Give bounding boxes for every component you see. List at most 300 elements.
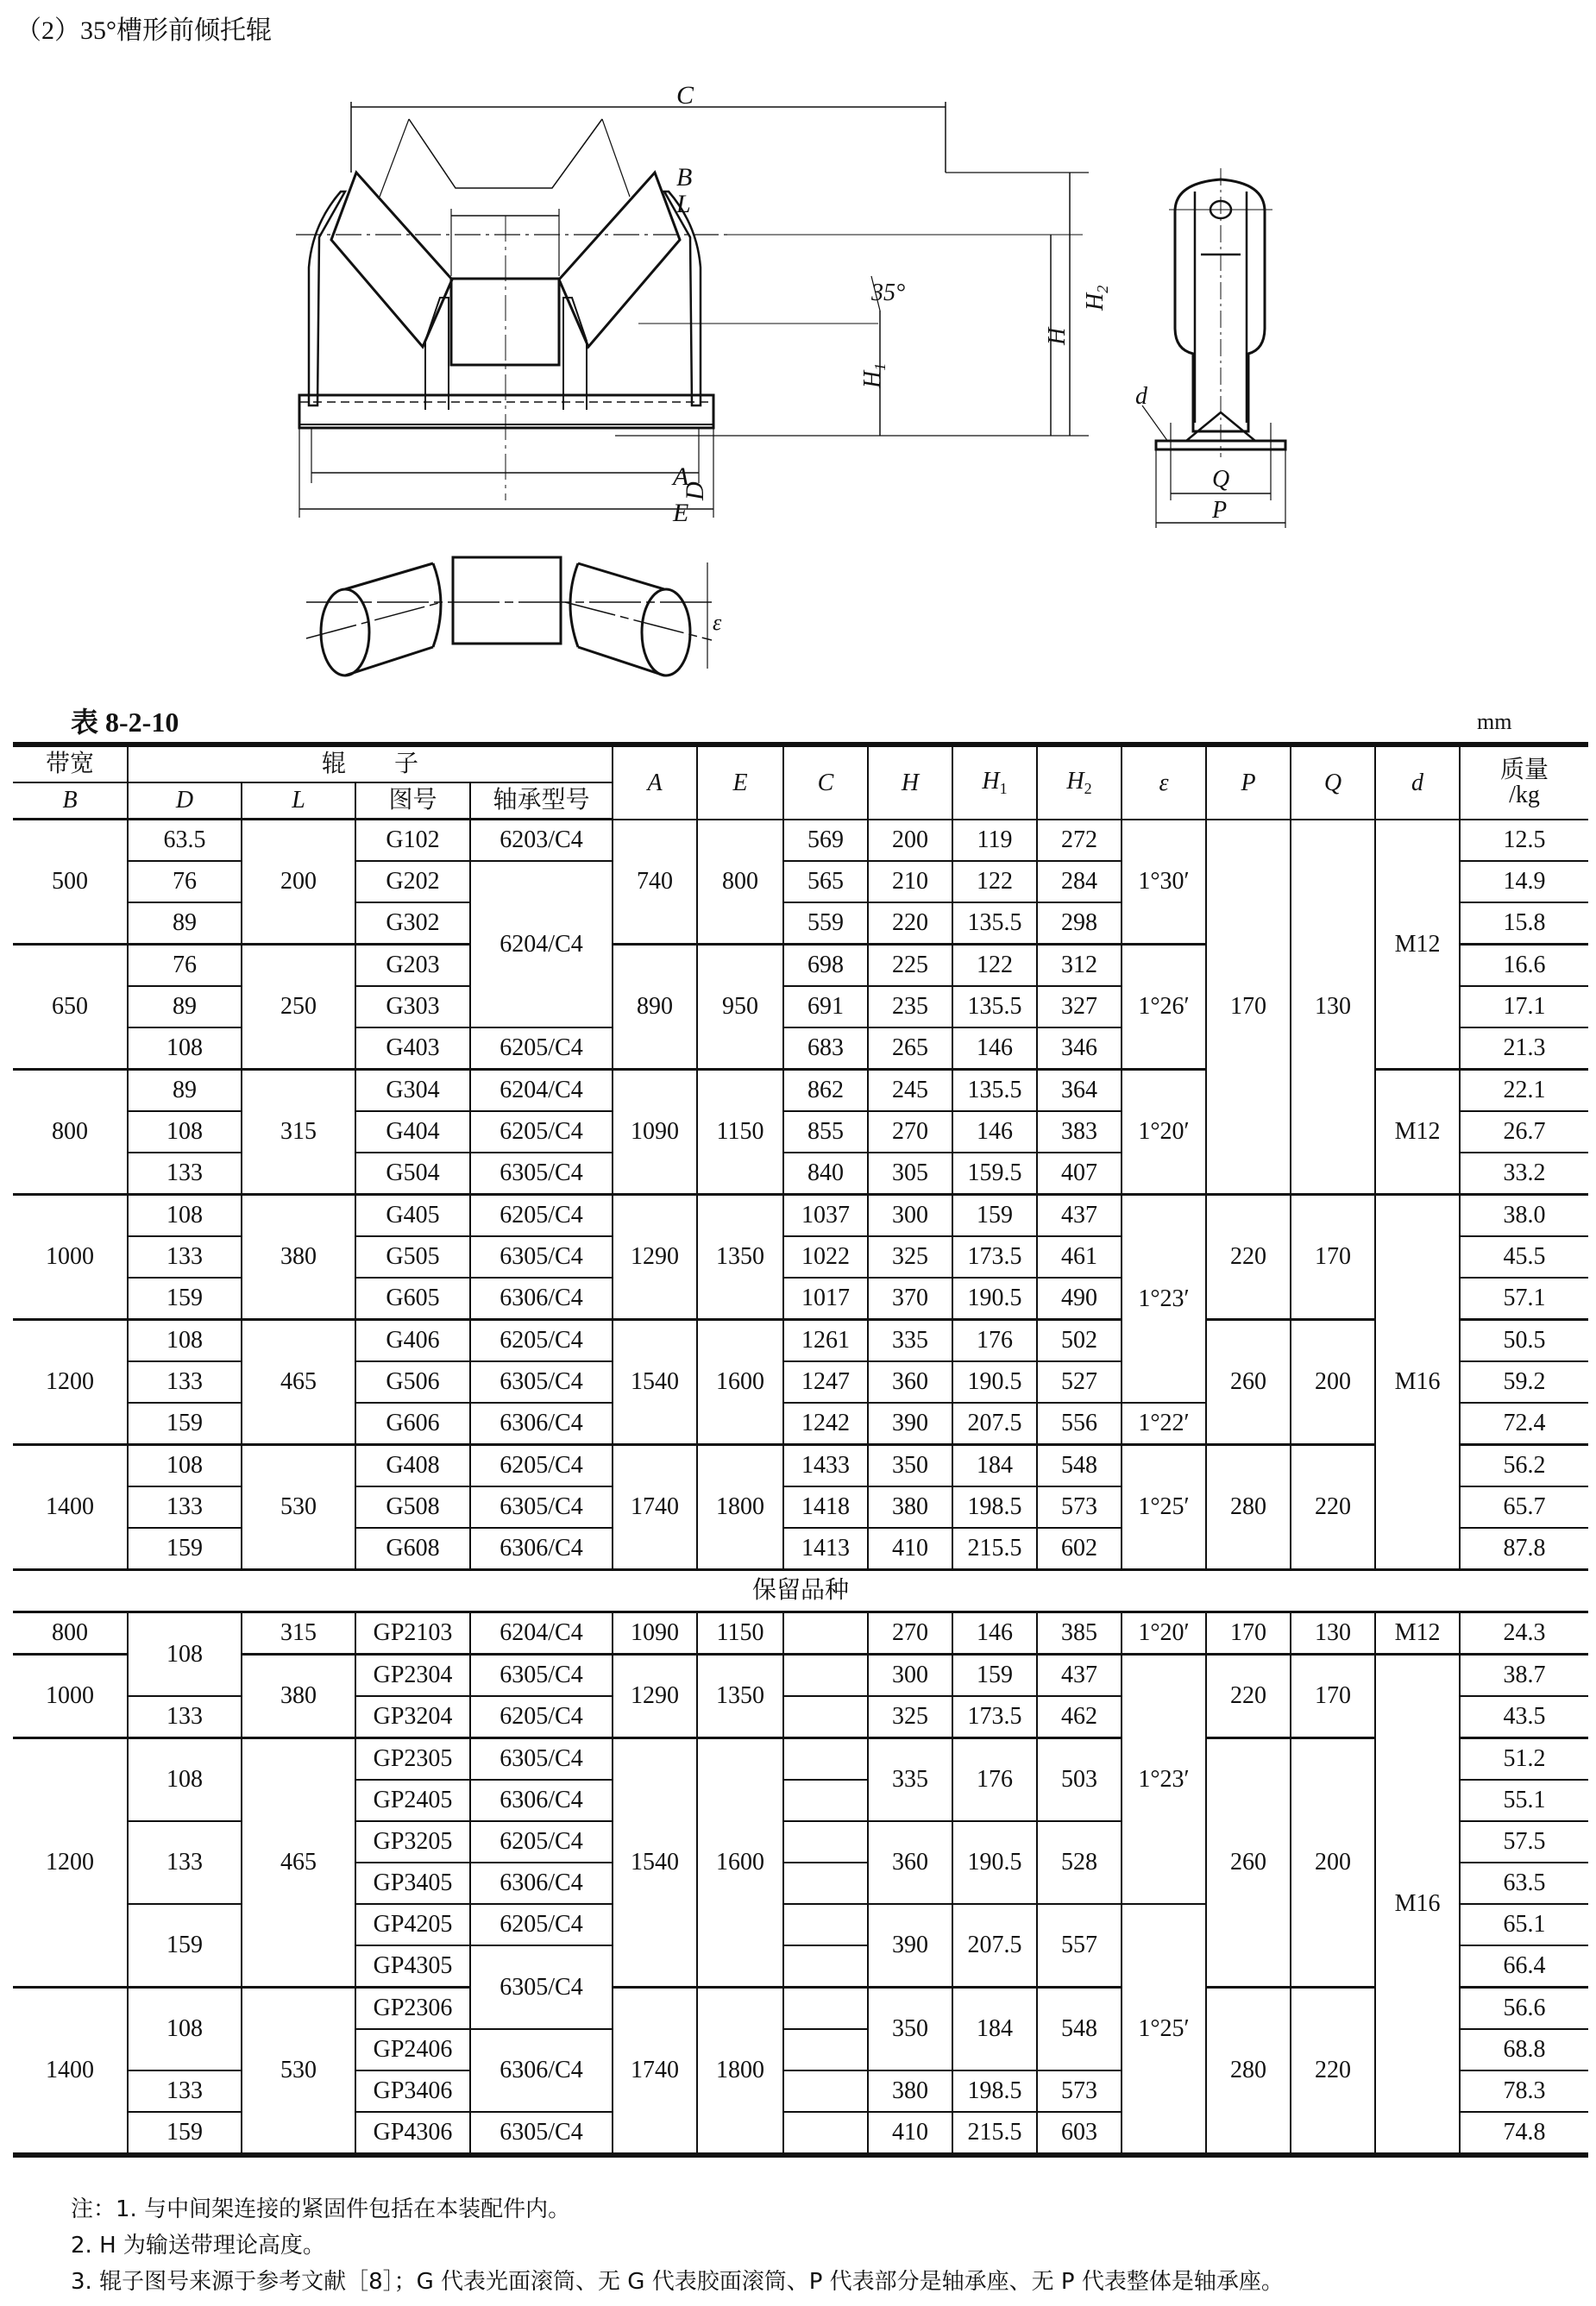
- cell-d: 108: [128, 1612, 242, 1697]
- cell-c: 1418: [783, 1486, 868, 1528]
- cell-b: 1000: [13, 1655, 128, 1738]
- cell-h: 335: [868, 1738, 952, 1822]
- cell-no: GP4306: [355, 2112, 470, 2155]
- cell-l: 530: [242, 1988, 355, 2156]
- header-L: L: [242, 782, 355, 820]
- cell-p: 220: [1206, 1655, 1291, 1738]
- cell-d: M12: [1375, 1612, 1460, 1655]
- cell-d: 159: [128, 1403, 242, 1445]
- cell-h: 360: [868, 1361, 952, 1403]
- cell-h1: 176: [952, 1738, 1037, 1822]
- cell-d: 133: [128, 1361, 242, 1403]
- cell-no: G403: [355, 1027, 470, 1070]
- cell-mass: 38.7: [1460, 1655, 1588, 1697]
- cell-h: 305: [868, 1153, 952, 1195]
- cell-mass: 65.7: [1460, 1486, 1588, 1528]
- cell-eps: 1°25′: [1122, 1904, 1206, 2155]
- notes: [71, 2191, 1284, 2300]
- table-row: [13, 1445, 1588, 1487]
- cell-h2: 557: [1037, 1904, 1122, 1988]
- cell-h2: 573: [1037, 2070, 1122, 2112]
- header-H2: $H_2$: [1037, 745, 1122, 820]
- cell-d: 89: [128, 986, 242, 1027]
- cell-d: M12: [1375, 1070, 1460, 1195]
- cell-h1: 190.5: [952, 1361, 1037, 1403]
- header-epsilon: ε: [1122, 745, 1206, 820]
- cell-b: 1200: [13, 1320, 128, 1445]
- cell-c: 691: [783, 986, 868, 1027]
- header-A: A: [613, 745, 697, 820]
- cell-mass: 15.8: [1460, 902, 1588, 945]
- cell-bearing: 6305/C4: [470, 1361, 613, 1403]
- cell-e: 800: [697, 820, 783, 945]
- cell-h: 370: [868, 1278, 952, 1320]
- cell-no: G302: [355, 902, 470, 945]
- cell-d: 133: [128, 1236, 242, 1278]
- cell-h: 210: [868, 861, 952, 902]
- base-frame: [299, 395, 713, 428]
- cell-mass: 16.6: [1460, 945, 1588, 987]
- header-Q: Q: [1291, 745, 1375, 820]
- header-mass: 质量 /kg: [1460, 745, 1588, 820]
- label-E: E: [673, 499, 689, 527]
- note-3: 3. 辊子图号来源于参考文献［8］；G 代表光面滚筒、无 G 代表胶面滚筒、P 代表部分是轴承座、无 P 代表整体是轴承座。: [71, 2269, 1284, 2295]
- cell-mass: 59.2: [1460, 1361, 1588, 1403]
- table-row: [13, 1320, 1588, 1362]
- cell-h: 245: [868, 1070, 952, 1112]
- label-A: A: [673, 462, 689, 491]
- cell-no: G406: [355, 1320, 470, 1362]
- cell-bearing: 6306/C4: [470, 1528, 613, 1570]
- header-row-1: [13, 745, 1588, 782]
- spec-table: [13, 742, 1588, 2158]
- cell-no: GP3205: [355, 1821, 470, 1863]
- cell-p: 280: [1206, 1988, 1291, 2156]
- cell-l: 250: [242, 945, 355, 1070]
- cell-eps: 1°22′: [1122, 1403, 1206, 1445]
- cell-mass: 26.7: [1460, 1111, 1588, 1153]
- header-B: B: [13, 782, 128, 820]
- cell-no: GP2406: [355, 2029, 470, 2070]
- cell-h1: 190.5: [952, 1278, 1037, 1320]
- header-C: C: [783, 745, 868, 820]
- cell-c: [783, 2029, 868, 2070]
- cell-h: 270: [868, 1612, 952, 1655]
- cell-mass: 24.3: [1460, 1612, 1588, 1655]
- retained-divider: [13, 1570, 1588, 1612]
- cell-p: 220: [1206, 1195, 1291, 1320]
- cell-h2: 527: [1037, 1361, 1122, 1403]
- cell-mass: 74.8: [1460, 2112, 1588, 2155]
- cell-c: [783, 1738, 868, 1781]
- cell-d: 108: [128, 1445, 242, 1487]
- cell-no: GP4205: [355, 1904, 470, 1945]
- note-1: 注：1. 与中间架连接的紧固件包括在本装配件内。: [71, 2196, 571, 2222]
- section-title: （2）35°槽形前倾托辊: [16, 16, 272, 45]
- cell-mass: 33.2: [1460, 1153, 1588, 1195]
- cell-h: 410: [868, 1528, 952, 1570]
- cell-bearing: 6305/C4: [470, 1738, 613, 1781]
- cell-p: 170: [1206, 1612, 1291, 1655]
- cell-bearing: 6306/C4: [470, 2029, 613, 2112]
- cell-d: 108: [128, 1111, 242, 1153]
- cell-e: 950: [697, 945, 783, 1070]
- cell-h2: 346: [1037, 1027, 1122, 1070]
- cell-bearing: 6203/C4: [470, 820, 613, 862]
- cell-bearing: 6205/C4: [470, 1111, 613, 1153]
- cell-a: 1090: [613, 1070, 697, 1195]
- cell-l: 200: [242, 820, 355, 945]
- cell-c: 683: [783, 1027, 868, 1070]
- cell-d: 133: [128, 1821, 242, 1904]
- cell-q: 130: [1291, 1612, 1375, 1655]
- cell-h: 390: [868, 1904, 952, 1988]
- label-D: D: [681, 481, 709, 500]
- cell-a: 1740: [613, 1988, 697, 2156]
- cell-no: GP2306: [355, 1988, 470, 2030]
- cell-q: 200: [1291, 1738, 1375, 1988]
- cell-h2: 461: [1037, 1236, 1122, 1278]
- cell-h1: 122: [952, 945, 1037, 987]
- cell-h: 200: [868, 820, 952, 862]
- cell-bearing: 6305/C4: [470, 1236, 613, 1278]
- cell-no: G508: [355, 1486, 470, 1528]
- cell-h1: 146: [952, 1027, 1037, 1070]
- cell-l: 465: [242, 1738, 355, 1988]
- cell-c: 698: [783, 945, 868, 987]
- table-row: [13, 1988, 1588, 2030]
- cell-h2: 548: [1037, 1445, 1122, 1487]
- cell-no: G608: [355, 1528, 470, 1570]
- cell-d: 159: [128, 1278, 242, 1320]
- cell-d: M12: [1375, 820, 1460, 1070]
- cell-no: G505: [355, 1236, 470, 1278]
- cell-d: 133: [128, 1486, 242, 1528]
- cell-mass: 17.1: [1460, 986, 1588, 1027]
- cell-b: 500: [13, 820, 128, 945]
- cell-h2: 272: [1037, 820, 1122, 862]
- cell-mass: 65.1: [1460, 1904, 1588, 1945]
- label-C: C: [676, 81, 694, 110]
- cell-no: G405: [355, 1195, 470, 1237]
- cell-h2: 298: [1037, 902, 1122, 945]
- front-view: [296, 102, 1089, 518]
- cell-mass: 55.1: [1460, 1780, 1588, 1821]
- cell-d: 159: [128, 2112, 242, 2155]
- cell-no: GP2305: [355, 1738, 470, 1781]
- side-base: [1156, 441, 1285, 449]
- cell-e: 1150: [697, 1070, 783, 1195]
- cell-b: 800: [13, 1070, 128, 1195]
- cell-eps: 1°23′: [1122, 1195, 1206, 1404]
- cell-h2: 556: [1037, 1403, 1122, 1445]
- cell-e: 1600: [697, 1738, 783, 1988]
- cell-b: 800: [13, 1612, 128, 1655]
- cell-l: 530: [242, 1445, 355, 1570]
- cell-h1: 198.5: [952, 2070, 1037, 2112]
- cell-mass: 63.5: [1460, 1863, 1588, 1904]
- cell-bearing: 6305/C4: [470, 1486, 613, 1528]
- cell-a: 1740: [613, 1445, 697, 1570]
- table-caption: 表 8-2-10: [71, 707, 179, 738]
- cell-c: [783, 2070, 868, 2112]
- cell-d: 76: [128, 945, 242, 987]
- left-roller: [331, 173, 452, 347]
- cell-c: 559: [783, 902, 868, 945]
- cell-h1: 122: [952, 861, 1037, 902]
- cell-bearing: 6205/C4: [470, 1320, 613, 1362]
- cell-p: 170: [1206, 820, 1291, 1195]
- label-H2: $H_2$: [1082, 285, 1111, 311]
- cell-h2: 385: [1037, 1612, 1122, 1655]
- cell-c: [783, 1696, 868, 1738]
- cell-b: 1000: [13, 1195, 128, 1320]
- cell-h1: 198.5: [952, 1486, 1037, 1528]
- cell-no: GP3204: [355, 1696, 470, 1738]
- cell-h2: 490: [1037, 1278, 1122, 1320]
- cell-c: 1261: [783, 1320, 868, 1362]
- cell-c: 1022: [783, 1236, 868, 1278]
- cell-e: 1600: [697, 1320, 783, 1445]
- cell-a: 890: [613, 945, 697, 1070]
- table-row: [13, 1612, 1588, 1655]
- cell-no: GP2405: [355, 1780, 470, 1821]
- cell-d: 89: [128, 902, 242, 945]
- cell-mass: 22.1: [1460, 1070, 1588, 1112]
- header-H: H: [868, 745, 952, 820]
- note-2: 2. H 为输送带理论高度。: [71, 2233, 325, 2259]
- cell-mass: 12.5: [1460, 820, 1588, 862]
- cell-h2: 407: [1037, 1153, 1122, 1195]
- cell-h2: 502: [1037, 1320, 1122, 1362]
- cell-h2: 364: [1037, 1070, 1122, 1112]
- cell-h: 410: [868, 2112, 952, 2155]
- cell-h: 335: [868, 1320, 952, 1362]
- cell-c: 565: [783, 861, 868, 902]
- header-roller: 辊 子: [128, 745, 613, 782]
- cell-mass: 57.1: [1460, 1278, 1588, 1320]
- cell-h1: 207.5: [952, 1904, 1037, 1988]
- cell-c: [783, 1655, 868, 1697]
- cell-h: 325: [868, 1236, 952, 1278]
- cell-q: 170: [1291, 1655, 1375, 1738]
- cell-h2: 327: [1037, 986, 1122, 1027]
- cell-bearing: 6305/C4: [470, 1945, 613, 2029]
- cell-l: 465: [242, 1320, 355, 1445]
- cell-l: 380: [242, 1195, 355, 1320]
- cell-d: 63.5: [128, 820, 242, 862]
- cell-h2: 437: [1037, 1195, 1122, 1237]
- cell-e: 1350: [697, 1195, 783, 1320]
- cell-l: 315: [242, 1612, 355, 1655]
- header-H1: $H_1$: [952, 745, 1037, 820]
- cell-no: G408: [355, 1445, 470, 1487]
- cell-no: G404: [355, 1111, 470, 1153]
- cell-c: 1433: [783, 1445, 868, 1487]
- cell-b: 1400: [13, 1988, 128, 2156]
- cell-d: 133: [128, 1696, 242, 1738]
- cell-c: 862: [783, 1070, 868, 1112]
- standard-rows: [13, 820, 1588, 1570]
- cell-c: 1247: [783, 1361, 868, 1403]
- cell-q: 220: [1291, 1445, 1375, 1570]
- cell-d: M16: [1375, 1655, 1460, 2156]
- cell-h2: 462: [1037, 1696, 1122, 1738]
- cell-h2: 573: [1037, 1486, 1122, 1528]
- right-roller: [559, 173, 680, 347]
- cell-h1: 119: [952, 820, 1037, 862]
- cell-eps: 1°20′: [1122, 1070, 1206, 1195]
- cell-p: 280: [1206, 1445, 1291, 1570]
- cell-q: 170: [1291, 1195, 1375, 1320]
- label-epsilon: ε: [713, 610, 722, 635]
- cell-mass: 56.2: [1460, 1445, 1588, 1487]
- cell-h: 270: [868, 1111, 952, 1153]
- cell-no: GP3406: [355, 2070, 470, 2112]
- cell-bearing: 6205/C4: [470, 1696, 613, 1738]
- cell-c: 1413: [783, 1528, 868, 1570]
- plan-view: [306, 557, 714, 675]
- cell-h: 360: [868, 1821, 952, 1904]
- label-B: B: [676, 163, 693, 192]
- cell-q: 130: [1291, 820, 1375, 1195]
- unit-label: mm: [1477, 709, 1512, 734]
- cell-mass: 66.4: [1460, 1945, 1588, 1988]
- cell-h: 390: [868, 1403, 952, 1445]
- cell-bearing: 6306/C4: [470, 1780, 613, 1821]
- cell-h2: 383: [1037, 1111, 1122, 1153]
- label-d: d: [1135, 383, 1147, 410]
- cell-e: 1800: [697, 1445, 783, 1570]
- cell-mass: 50.5: [1460, 1320, 1588, 1362]
- header-belt-width: 带宽: [13, 745, 128, 782]
- cell-bearing: 6205/C4: [470, 1445, 613, 1487]
- cell-e: 1350: [697, 1655, 783, 1738]
- cell-bearing: 6205/C4: [470, 1195, 613, 1237]
- cell-h: 380: [868, 2070, 952, 2112]
- cell-d: 133: [128, 2070, 242, 2112]
- cell-c: 840: [783, 1153, 868, 1195]
- header-d: d: [1375, 745, 1460, 820]
- cell-h1: 184: [952, 1988, 1037, 2071]
- cell-h1: 190.5: [952, 1821, 1037, 1904]
- cell-c: 855: [783, 1111, 868, 1153]
- cell-c: [783, 1904, 868, 1945]
- cell-c: 1037: [783, 1195, 868, 1237]
- cell-d: 89: [128, 1070, 242, 1112]
- cell-no: GP2304: [355, 1655, 470, 1697]
- cell-c: [783, 1863, 868, 1904]
- cell-h: 220: [868, 902, 952, 945]
- cell-mass: 78.3: [1460, 2070, 1588, 2112]
- cell-c: [783, 1821, 868, 1863]
- cell-h1: 135.5: [952, 1070, 1037, 1112]
- cell-bearing: 6205/C4: [470, 1027, 613, 1070]
- cell-h1: 159: [952, 1655, 1037, 1697]
- cell-no: G203: [355, 945, 470, 987]
- cell-h2: 312: [1037, 945, 1122, 987]
- cell-bearing: 6305/C4: [470, 2112, 613, 2155]
- cell-h1: 173.5: [952, 1696, 1037, 1738]
- cell-c: 1017: [783, 1278, 868, 1320]
- cell-mass: 72.4: [1460, 1403, 1588, 1445]
- label-H1: $H_1$: [859, 362, 889, 388]
- retained-label-row: [13, 1570, 1588, 1612]
- retained-label: 保留品种: [13, 1570, 1588, 1612]
- cell-d: 108: [128, 1738, 242, 1822]
- header-P: P: [1206, 745, 1291, 820]
- cell-no: G102: [355, 820, 470, 862]
- cell-d: M16: [1375, 1195, 1460, 1570]
- cell-h: 225: [868, 945, 952, 987]
- cell-e: 1800: [697, 1988, 783, 2156]
- cell-h1: 135.5: [952, 986, 1037, 1027]
- cell-b: 650: [13, 945, 128, 1070]
- cell-h: 235: [868, 986, 952, 1027]
- cell-d: 108: [128, 1320, 242, 1362]
- cell-c: [783, 1988, 868, 2030]
- belt-profile: [409, 119, 602, 188]
- cell-h2: 528: [1037, 1821, 1122, 1904]
- cell-mass: 57.5: [1460, 1821, 1588, 1863]
- cell-mass: 21.3: [1460, 1027, 1588, 1070]
- cell-h2: 548: [1037, 1988, 1122, 2071]
- cell-h: 350: [868, 1445, 952, 1487]
- cell-h1: 184: [952, 1445, 1037, 1487]
- cell-h1: 159.5: [952, 1153, 1037, 1195]
- cell-no: GP4305: [355, 1945, 470, 1988]
- cell-bearing: 6204/C4: [470, 1612, 613, 1655]
- cell-c: [783, 1612, 868, 1655]
- cell-d: 108: [128, 1988, 242, 2071]
- cell-mass: 14.9: [1460, 861, 1588, 902]
- cell-h1: 159: [952, 1195, 1037, 1237]
- cell-h2: 284: [1037, 861, 1122, 902]
- cell-a: 1540: [613, 1320, 697, 1445]
- cell-mass: 38.0: [1460, 1195, 1588, 1237]
- cell-eps: 1°26′: [1122, 945, 1206, 1070]
- label-H: H: [1044, 327, 1071, 345]
- cell-mass: 68.8: [1460, 2029, 1588, 2070]
- label-L: L: [676, 190, 691, 218]
- cell-e: 1150: [697, 1612, 783, 1655]
- cell-mass: 56.6: [1460, 1988, 1588, 2030]
- header-E: E: [697, 745, 783, 820]
- cell-h1: 146: [952, 1612, 1037, 1655]
- cell-b: 1400: [13, 1445, 128, 1570]
- cell-a: 1290: [613, 1655, 697, 1738]
- cell-h2: 503: [1037, 1738, 1122, 1822]
- cell-mass: 51.2: [1460, 1738, 1588, 1781]
- cell-c: 569: [783, 820, 868, 862]
- cell-h1: 215.5: [952, 1528, 1037, 1570]
- cell-bearing: 6204/C4: [470, 861, 613, 1027]
- cell-no: G504: [355, 1153, 470, 1195]
- cell-no: G506: [355, 1361, 470, 1403]
- cell-no: GP2103: [355, 1612, 470, 1655]
- cell-l: 380: [242, 1655, 355, 1738]
- cell-h1: 173.5: [952, 1236, 1037, 1278]
- cell-no: G605: [355, 1278, 470, 1320]
- cell-h1: 176: [952, 1320, 1037, 1362]
- cell-no: GP3405: [355, 1863, 470, 1904]
- cell-d: 108: [128, 1027, 242, 1070]
- cell-bearing: 6306/C4: [470, 1403, 613, 1445]
- cell-h: 265: [868, 1027, 952, 1070]
- header-drawing-no: 图号: [355, 782, 470, 820]
- table-row: [13, 820, 1588, 862]
- cell-eps: 1°20′: [1122, 1612, 1206, 1655]
